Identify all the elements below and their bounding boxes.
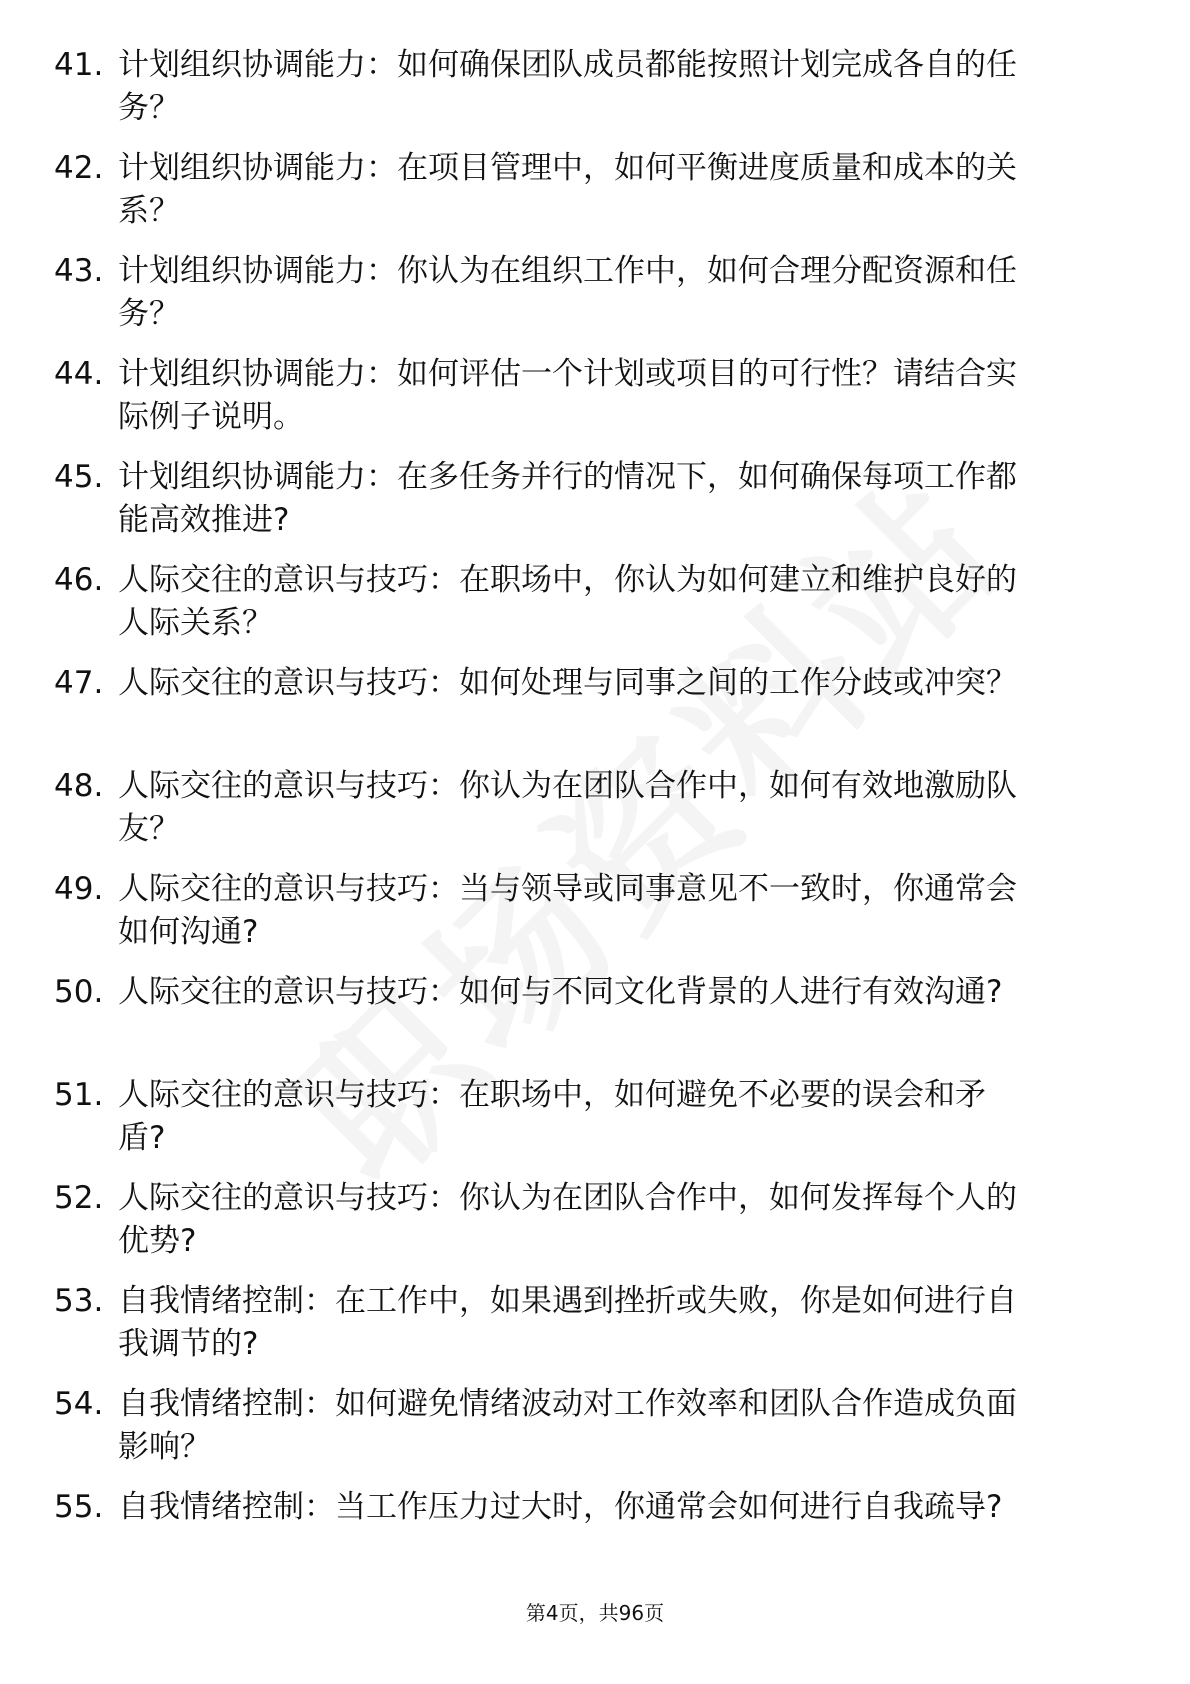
question-item-44 bbox=[0, 353, 1190, 456]
question-number: 51. bbox=[54, 1077, 104, 1113]
question-number: 43. bbox=[54, 253, 104, 289]
question-text: 计划组织协调能力：在项目管理中，如何平衡进度质量和成本的关系？ bbox=[118, 150, 1017, 229]
question-item-42 bbox=[0, 147, 1190, 250]
question-item-48 bbox=[0, 765, 1190, 868]
question-number: 55. bbox=[54, 1489, 104, 1525]
question-text: 人际交往的意识与技巧：当与领导或同事意见不一致时，你通常会如何沟通? bbox=[118, 871, 1017, 950]
question-text: 人际交往的意识与技巧：你认为在团队合作中，如何有效地激励队友？ bbox=[118, 768, 1017, 847]
question-item-50 bbox=[0, 971, 1190, 1074]
question-number: 41. bbox=[54, 47, 104, 83]
question-number: 49. bbox=[54, 871, 104, 907]
question-item-52 bbox=[0, 1177, 1190, 1280]
question-text: 计划组织协调能力：如何评估一个计划或项目的可行性？请结合实际例子说明。 bbox=[118, 356, 1017, 435]
question-item-55 bbox=[0, 1486, 1190, 1589]
question-text: 人际交往的意识与技巧：如何与不同文化背景的人进行有效沟通? bbox=[118, 974, 1003, 1010]
question-item-49 bbox=[0, 868, 1190, 971]
question-item-43 bbox=[0, 250, 1190, 353]
question-number: 54. bbox=[54, 1386, 104, 1422]
question-number: 46. bbox=[54, 562, 104, 598]
question-item-41 bbox=[0, 44, 1190, 147]
question-text: 人际交往的意识与技巧：你认为在团队合作中，如何发挥每个人的优势? bbox=[118, 1180, 1017, 1259]
question-number: 47. bbox=[54, 665, 104, 701]
question-text: 计划组织协调能力：你认为在组织工作中，如何合理分配资源和任务？ bbox=[118, 253, 1017, 332]
question-text: 计划组织协调能力：在多任务并行的情况下，如何确保每项工作都能高效推进? bbox=[118, 459, 1017, 538]
question-item-51 bbox=[0, 1074, 1190, 1177]
question-number: 45. bbox=[54, 459, 104, 495]
question-number: 50. bbox=[54, 974, 104, 1010]
question-item-54 bbox=[0, 1383, 1190, 1486]
question-text: 自我情绪控制：如何避免情绪波动对工作效率和团队合作造成负面影响？ bbox=[118, 1386, 1017, 1465]
question-number: 48. bbox=[54, 768, 104, 804]
question-item-47 bbox=[0, 662, 1190, 765]
question-text: 自我情绪控制：当工作压力过大时，你通常会如何进行自我疏导? bbox=[118, 1489, 1003, 1525]
question-number: 42. bbox=[54, 150, 104, 186]
question-text: 人际交往的意识与技巧：在职场中，如何避免不必要的误会和矛盾? bbox=[118, 1077, 986, 1156]
question-list bbox=[0, 44, 1190, 1589]
page-footer: 第4页，共96页 bbox=[525, 1601, 665, 1625]
question-text: 人际交往的意识与技巧：在职场中，你认为如何建立和维护良好的人际关系？ bbox=[118, 562, 1017, 641]
question-item-53 bbox=[0, 1280, 1190, 1383]
question-item-45 bbox=[0, 456, 1190, 559]
question-item-46 bbox=[0, 559, 1190, 662]
question-text: 人际交往的意识与技巧：如何处理与同事之间的工作分歧或冲突？ bbox=[118, 665, 1017, 701]
question-number: 53. bbox=[54, 1283, 104, 1319]
question-text: 计划组织协调能力：如何确保团队成员都能按照计划完成各自的任务？ bbox=[118, 47, 1017, 126]
question-text: 自我情绪控制：在工作中，如果遇到挫折或失败，你是如何进行自我调节的? bbox=[118, 1283, 1017, 1362]
question-number: 52. bbox=[54, 1180, 104, 1216]
question-number: 44. bbox=[54, 356, 104, 392]
